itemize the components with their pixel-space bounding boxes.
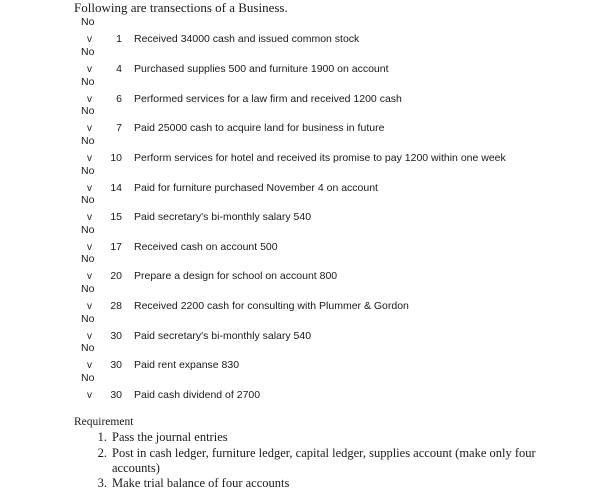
transaction-day: 1: [116, 33, 122, 45]
requirement-text: Post in cash ledger, furniture ledger, capital ledger, supplies account (make only four accounts): [112, 446, 536, 475]
transaction-day: 15: [110, 211, 122, 223]
transaction-description: Received 2200 cash for consulting with Plummer & Gordon: [134, 300, 409, 312]
transaction-day: 14: [110, 182, 122, 194]
transaction-row: [0, 105, 613, 135]
month-label: No: [81, 165, 95, 177]
month-label-sub: v: [87, 212, 92, 223]
month-label: No: [81, 16, 95, 28]
transaction-description: Purchased supplies 500 and furniture 1900 on account: [134, 63, 389, 75]
transaction-day: 30: [110, 330, 122, 342]
transaction-description: Received 34000 cash and issued common stock: [134, 33, 360, 45]
month-label: No: [81, 253, 95, 265]
transaction-row: [0, 372, 613, 402]
transaction-description: Paid secretary's bi-monthly salary 540: [134, 211, 312, 223]
month-label: No: [81, 76, 95, 88]
month-label-sub: v: [87, 360, 92, 371]
month-label-sub: v: [87, 34, 92, 45]
requirement-title: Requirement: [74, 416, 134, 428]
requirement-text: Make trial balance of four accounts: [112, 476, 290, 490]
month-label: No: [81, 194, 95, 206]
transaction-day: 10: [110, 152, 122, 164]
transaction-day: 30: [110, 389, 122, 401]
transaction-description: Performed services for a law firm and received 1200 cash: [134, 93, 402, 105]
month-label: No: [81, 135, 95, 147]
transaction-day: 7: [116, 122, 122, 134]
month-label: No: [81, 46, 95, 58]
transaction-row: [0, 253, 613, 283]
month-label-sub: v: [87, 153, 92, 164]
transaction-day: 20: [110, 270, 122, 282]
transaction-description: Paid for furniture purchased November 4 on account: [134, 182, 378, 194]
month-label-sub: v: [87, 123, 92, 134]
transaction-row: [0, 165, 613, 195]
month-label: No: [81, 342, 95, 354]
transaction-day: 28: [110, 300, 122, 312]
month-label: No: [81, 224, 95, 236]
month-label: No: [81, 313, 95, 325]
requirement-number: 2.: [97, 446, 107, 460]
transaction-day: 6: [116, 93, 122, 105]
month-label-sub: v: [87, 271, 92, 282]
transaction-row: [0, 342, 613, 372]
transaction-row: [0, 16, 613, 46]
document-heading: Following are transections of a Business.: [74, 0, 288, 15]
transaction-day: 17: [110, 241, 122, 253]
month-label-sub: v: [87, 331, 92, 342]
transaction-row: [0, 46, 613, 76]
transaction-description: Paid cash dividend of 2700: [134, 389, 261, 401]
transaction-row: [0, 313, 613, 343]
transaction-day: 4: [116, 63, 122, 75]
transaction-description: Paid 25000 cash to acquire land for business in future: [134, 122, 385, 134]
transaction-row: [0, 76, 613, 106]
transaction-description: Perform services for hotel and received its promise to pay 1200 within one week: [134, 152, 506, 164]
transaction-day: 30: [110, 359, 122, 371]
month-label-sub: v: [87, 94, 92, 105]
requirement-number: 3.: [97, 476, 107, 490]
month-label-sub: v: [87, 390, 92, 401]
transaction-description: Paid secretary's bi-monthly salary 540: [134, 330, 312, 342]
transaction-row: [0, 283, 613, 313]
transaction-row: [0, 224, 613, 254]
requirement-text: Pass the journal entries: [112, 430, 228, 444]
transaction-row: [0, 135, 613, 165]
transaction-description: Prepare a design for school on account 800: [134, 270, 338, 282]
transaction-row: [0, 194, 613, 224]
requirement-number: 1.: [97, 430, 107, 444]
month-label-sub: v: [87, 301, 92, 312]
month-label: No: [81, 105, 95, 117]
transaction-description: Paid rent expanse 830: [134, 359, 240, 371]
month-label: No: [81, 283, 95, 295]
month-label: No: [81, 372, 95, 384]
month-label-sub: v: [87, 183, 92, 194]
transaction-description: Received cash on account 500: [134, 241, 278, 253]
month-label-sub: v: [87, 242, 92, 253]
month-label-sub: v: [87, 64, 92, 75]
